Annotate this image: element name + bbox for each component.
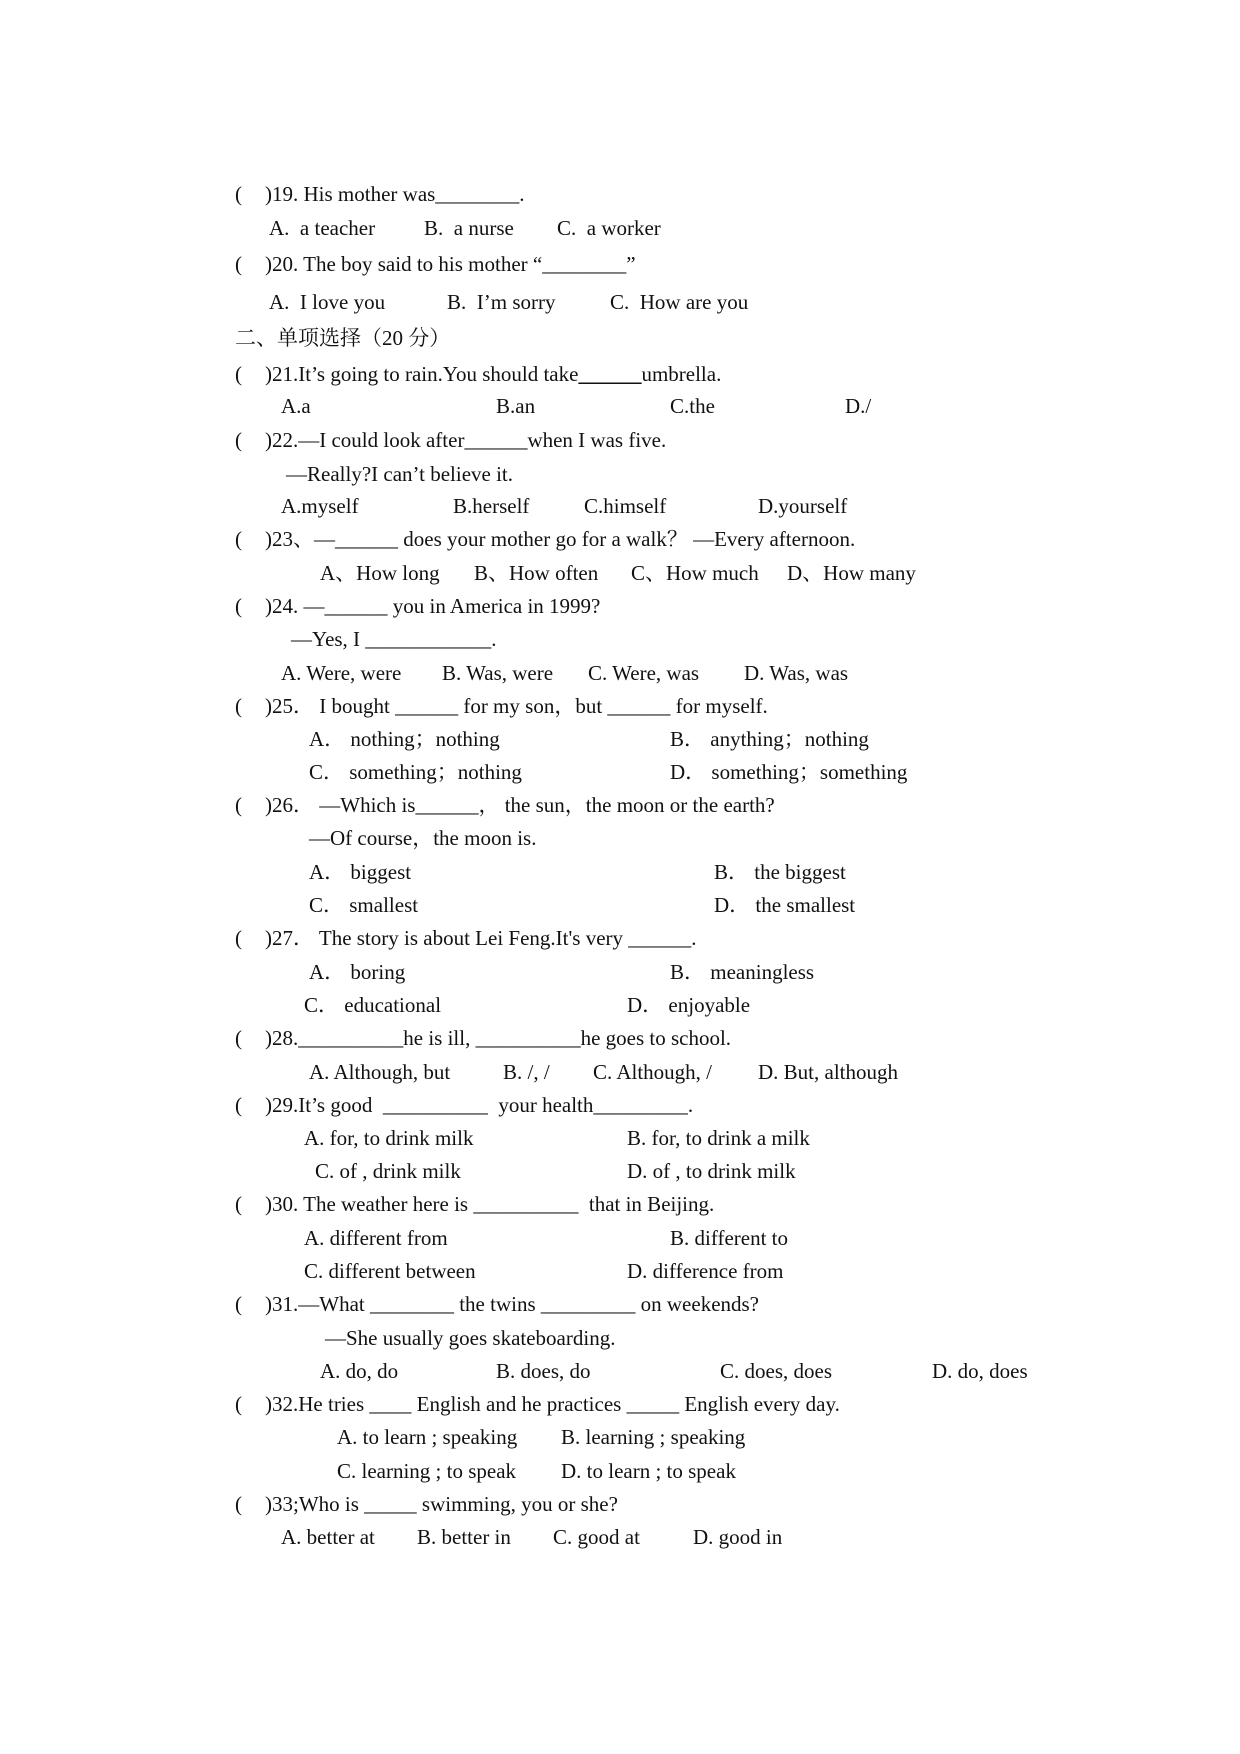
question-23-stem: )23、—______ does your mother go for a walk？ —Every afternoon.	[265, 527, 856, 551]
question-29-option-d: D. of , to drink milk	[627, 1159, 796, 1183]
question-26-stem: )26． —Which is______， the sun，the moon or the earth?	[265, 793, 775, 817]
question-31-stem: )31.—What ________ the twins _________ on weekends?	[265, 1292, 760, 1316]
answer-paren: (	[235, 1492, 242, 1516]
question-22-option-d: D.yourself	[758, 494, 848, 518]
answer-paren: (	[235, 428, 242, 452]
answer-paren: (	[235, 793, 242, 817]
question-26-reply: —Of course，the moon is.	[309, 826, 537, 850]
question-28-stem: )28.__________he is ill, __________he goes to school.	[265, 1026, 732, 1050]
section-heading: 二、单项选择（20 分）	[235, 326, 451, 350]
question-32-option-b: B. learning ; speaking	[561, 1425, 746, 1449]
question-33-option-c: C. good at	[553, 1525, 640, 1549]
question-21-stem-pre: )21.It’s going to rain.You should take	[265, 362, 579, 386]
question-26-option-b: B． the biggest	[714, 860, 846, 884]
question-30-stem: )30. The weather here is __________ that in Beijing.	[265, 1192, 715, 1216]
question-19-option-a: A. a teacher	[269, 216, 376, 240]
question-28-option-a: A. Although, but	[309, 1060, 451, 1084]
question-20-stem: )20. The boy said to his mother “________”	[265, 252, 636, 276]
question-24-option-a: A. Were, were	[281, 661, 402, 685]
question-25-option-a: A． nothing；nothing	[309, 727, 500, 751]
question-27-option-a: A． boring	[309, 960, 406, 984]
question-32-option-c: C. learning ; to speak	[337, 1459, 517, 1483]
question-22-option-c: C.himself	[584, 494, 667, 518]
question-31-option-c: C. does, does	[720, 1359, 832, 1383]
question-33-option-d: D. good in	[693, 1525, 783, 1549]
question-26-option-a: A． biggest	[309, 860, 412, 884]
question-30-option-b: B. different to	[670, 1226, 789, 1250]
question-32-stem: )32.He tries ____ English and he practices _____ English every day.	[265, 1392, 840, 1416]
question-24-stem: )24. —______ you in America in 1999?	[265, 594, 601, 618]
answer-paren: (	[235, 182, 242, 206]
answer-paren: (	[235, 1292, 242, 1316]
question-19-stem: )19. His mother was________.	[265, 182, 525, 206]
question-21-option-d: D./	[845, 394, 872, 418]
question-30-option-c: C. different between	[304, 1259, 476, 1283]
question-21-option-c: C.the	[670, 394, 715, 418]
question-20-option-c: C. How are you	[610, 290, 749, 314]
question-29-option-a: A. for, to drink milk	[304, 1126, 474, 1150]
answer-paren: (	[235, 1093, 242, 1117]
question-27-stem: )27． The story is about Lei Feng.It's very ______.	[265, 926, 697, 950]
question-22-option-b: B.herself	[453, 494, 530, 518]
question-25-option-d: D． something；something	[670, 760, 908, 784]
question-19-option-b: B. a nurse	[424, 216, 514, 240]
question-28-option-c: C. Although, /	[593, 1060, 713, 1084]
answer-paren: (	[235, 527, 242, 551]
question-27-option-c: C． educational	[304, 993, 442, 1017]
question-21-option-a: A.a	[281, 394, 311, 418]
question-24-option-c: C. Were, was	[588, 661, 700, 685]
question-32-option-d: D. to learn ; to speak	[561, 1459, 736, 1483]
question-19-option-c: C. a worker	[557, 216, 661, 240]
question-28-option-d: D. But, although	[758, 1060, 898, 1084]
question-24-option-b: B. Was, were	[442, 661, 554, 685]
question-23-option-b: B、How often	[474, 561, 599, 585]
question-30-option-a: A. different from	[304, 1226, 448, 1250]
question-31-option-d: D. do, does	[932, 1359, 1028, 1383]
question-24-option-d: D. Was, was	[744, 661, 849, 685]
answer-paren: (	[235, 1026, 242, 1050]
question-33-option-a: A. better at	[281, 1525, 375, 1549]
question-33-option-b: B. better in	[417, 1525, 511, 1549]
answer-paren: (	[235, 252, 242, 276]
answer-paren: (	[235, 694, 242, 718]
question-20-option-a: A. I love you	[269, 290, 386, 314]
question-27-option-d: D． enjoyable	[627, 993, 751, 1017]
question-27-option-b: B． meaningless	[670, 960, 815, 984]
answer-paren: (	[235, 1192, 242, 1216]
question-24-reply: —Yes, I ____________.	[291, 627, 497, 651]
question-31-reply: —She usually goes skateboarding.	[325, 1326, 616, 1350]
question-28-option-b: B. /, /	[503, 1060, 550, 1084]
question-25-option-b: B． anything；nothing	[670, 727, 869, 751]
question-21-stem-post: umbrella.	[641, 362, 722, 386]
question-25-stem: )25． I bought ______ for my son，but ______ for myself.	[265, 694, 768, 718]
question-26-option-c: C． smallest	[309, 893, 419, 917]
question-22-reply: —Really?I can’t believe it.	[286, 462, 514, 486]
question-33-stem: )33;Who is _____ swimming, you or she?	[265, 1492, 618, 1516]
question-31-option-b: B. does, do	[496, 1359, 591, 1383]
question-22-stem: )22.—I could look after______when I was five.	[265, 428, 667, 452]
question-32-option-a: A. to learn ; speaking	[337, 1425, 518, 1449]
question-21-stem	[265, 362, 721, 386]
question-31-option-a: A. do, do	[320, 1359, 399, 1383]
question-29-stem: )29.It’s good __________ your health_________.	[265, 1093, 694, 1117]
question-30-option-d: D. difference from	[627, 1259, 784, 1283]
answer-paren: (	[235, 1392, 242, 1416]
question-26-option-d: D． the smallest	[714, 893, 856, 917]
question-23-option-c: C、How much	[631, 561, 759, 585]
question-21-blank: ______	[578, 362, 642, 386]
answer-paren: (	[235, 362, 242, 386]
question-25-option-c: C． something；nothing	[309, 760, 522, 784]
question-29-option-b: B. for, to drink a milk	[627, 1126, 810, 1150]
question-23-option-d: D、How many	[787, 561, 916, 585]
question-23-option-a: A、How long	[320, 561, 440, 585]
question-29-option-c: C. of , drink milk	[315, 1159, 461, 1183]
answer-paren: (	[235, 926, 242, 950]
answer-paren: (	[235, 594, 242, 618]
question-22-option-a: A.myself	[281, 494, 359, 518]
question-20-option-b: B. I’m sorry	[447, 290, 556, 314]
question-21-option-b: B.an	[496, 394, 536, 418]
